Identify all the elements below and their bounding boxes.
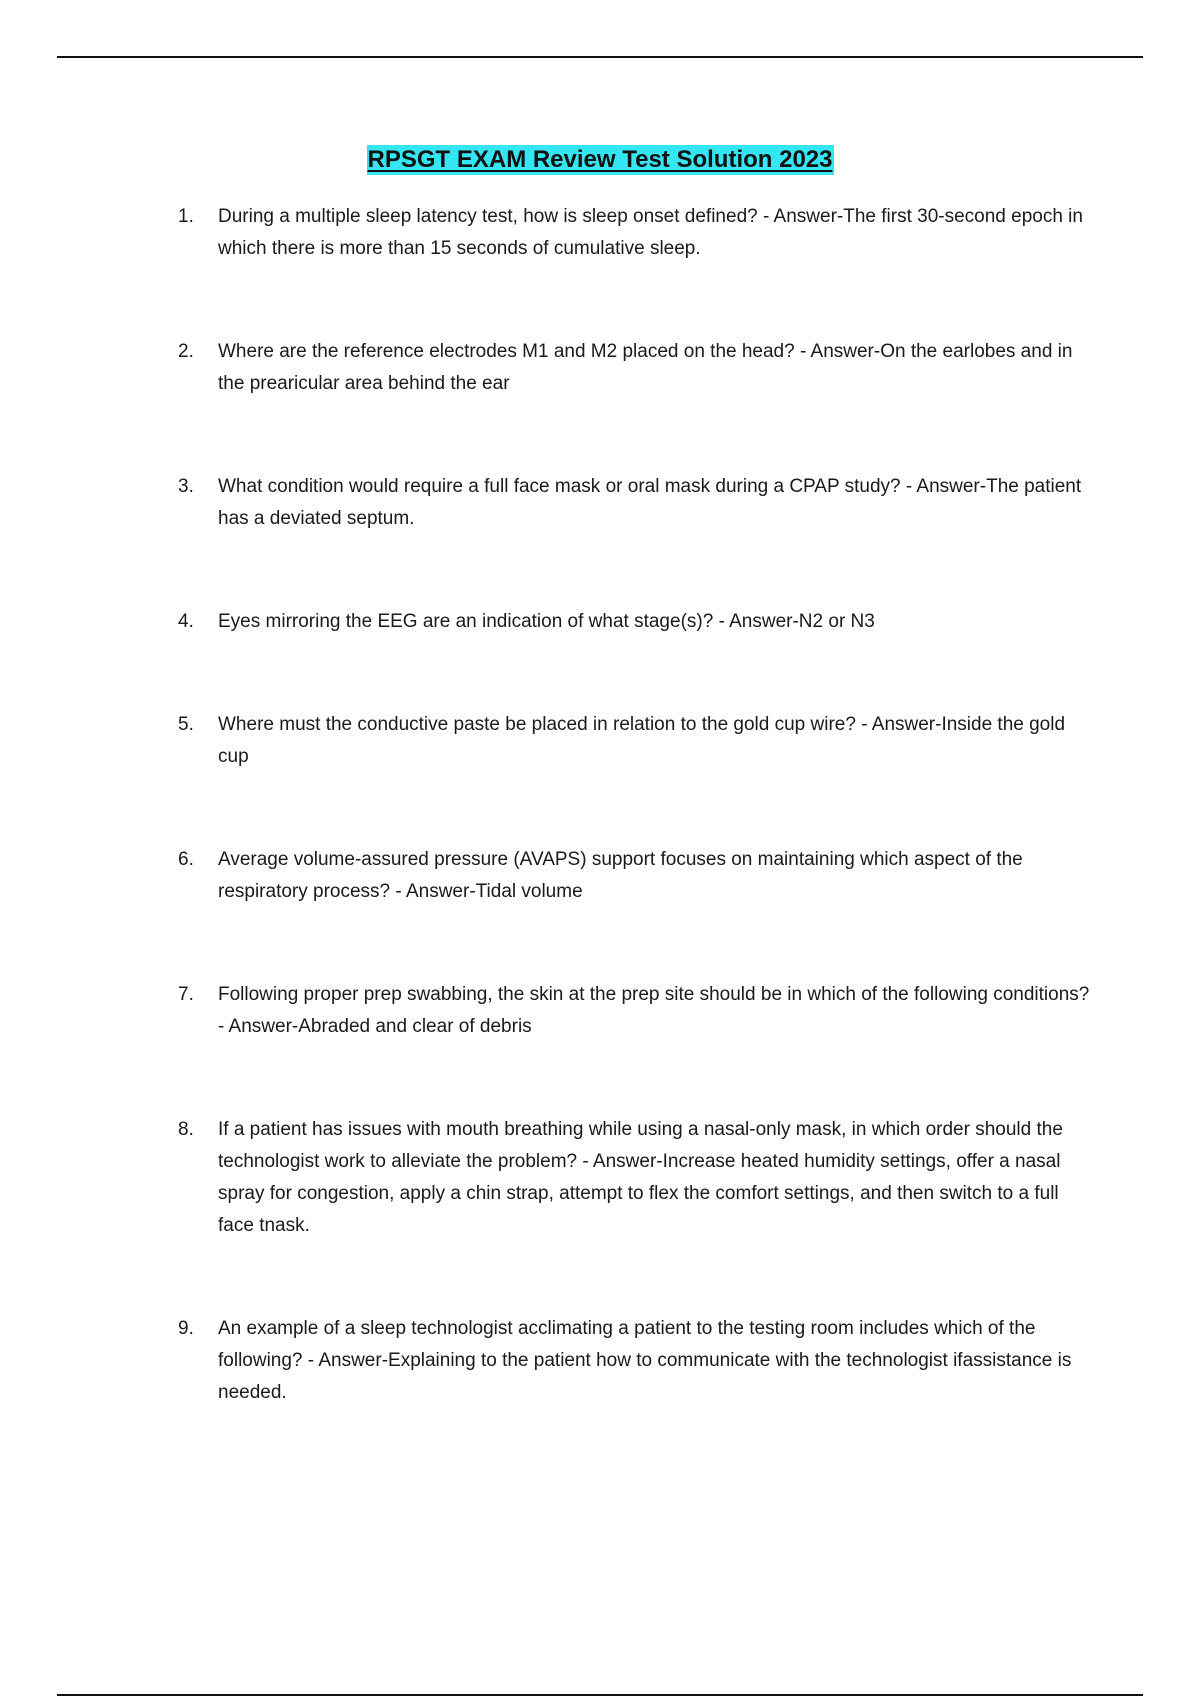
question-number: 4. (178, 611, 194, 632)
question-item-5 (178, 709, 1098, 773)
question-item-6 (178, 844, 1098, 908)
question-item-4 (178, 606, 1098, 638)
question-text: Where must the conductive paste be placed in relation to the gold cup wire? - Answer-Inside the gold cup (218, 714, 1066, 767)
question-text: Where are the reference electrodes M1 and M2 placed on the head? - Answer-On the earlobes and in the prearicular area behind the ear (218, 341, 1073, 394)
question-number: 5. (178, 714, 194, 735)
header-rule (57, 56, 1143, 58)
question-number: 2. (178, 341, 194, 362)
title-container (0, 145, 1200, 175)
question-item-7 (178, 979, 1098, 1043)
question-number: 8. (178, 1119, 194, 1140)
question-number: 6. (178, 849, 194, 870)
page-title: RPSGT EXAM Review Test Solution 2023 (367, 146, 833, 173)
question-text: Eyes mirroring the EEG are an indication of what stage(s)? - Answer-N2 or N3 (218, 611, 875, 632)
question-item-8 (178, 1114, 1098, 1242)
question-number: 3. (178, 476, 194, 497)
question-number: 7. (178, 984, 194, 1005)
question-item-1 (178, 201, 1098, 265)
footer-rule (57, 1694, 1143, 1696)
question-text: Average volume-assured pressure (AVAPS) support focuses on maintaining which aspect of the respiratory process? - Answer-Tidal volume (218, 849, 1023, 902)
question-item-3 (178, 471, 1098, 535)
question-item-9 (178, 1313, 1098, 1409)
question-number: 1. (178, 206, 194, 227)
question-list (178, 201, 1098, 1409)
question-text: If a patient has issues with mouth breathing while using a nasal-only mask, in which order should the technologist work to alleviate the problem? - Answer-Increase heated humidity settings, offer a nasal spray for congestion, apply a chin strap, attempt to flex the comfort settings, and then switch to a full face tnask. (218, 1119, 1063, 1236)
question-text: An example of a sleep technologist acclimating a patient to the testing room includes which of the following? - Answer-Explaining to the patient how to communicate with the technologist ifassistance is needed. (218, 1318, 1072, 1403)
question-number: 9. (178, 1318, 194, 1339)
question-text: Following proper prep swabbing, the skin at the prep site should be in which of the following conditions? - Answer-Abraded and clear of debris (218, 984, 1090, 1037)
question-text: During a multiple sleep latency test, how is sleep onset defined? - Answer-The first 30-second epoch in which there is more than 15 seconds of cumulative sleep. (218, 206, 1083, 259)
question-item-2 (178, 336, 1098, 400)
question-text: What condition would require a full face mask or oral mask during a CPAP study? - Answer-The patient has a deviated septum. (218, 476, 1082, 529)
